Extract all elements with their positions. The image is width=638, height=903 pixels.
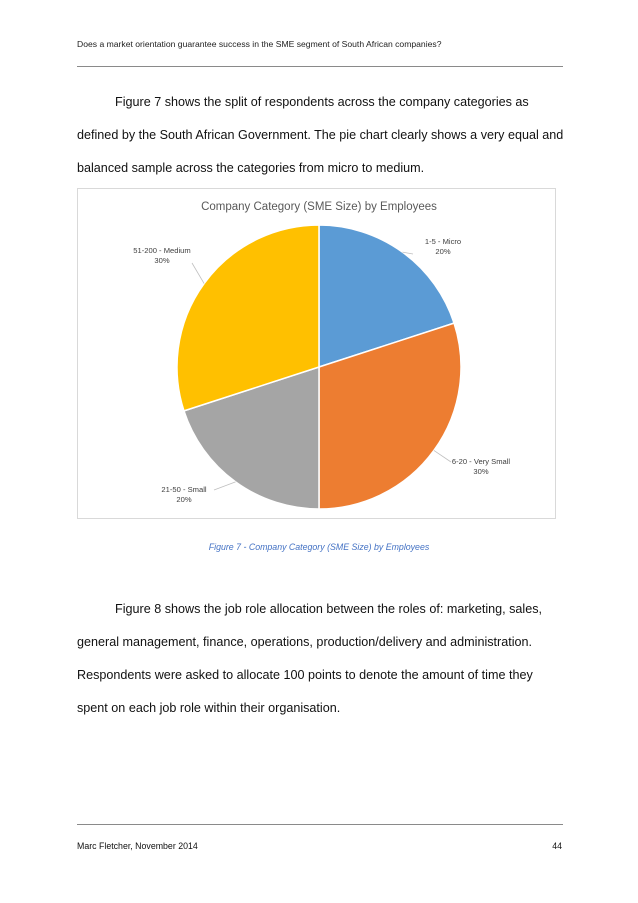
pie-chart [77, 188, 556, 519]
footer-rule [77, 824, 563, 825]
page-number: 44 [552, 841, 562, 851]
slice-category-label: 51-200 - Medium [133, 246, 191, 255]
leader-line [214, 482, 236, 490]
slice-category-label: 6-20 - Very Small [451, 457, 511, 466]
paragraph-figure-8-text: Figure 8 shows the job role allocation between the roles of: marketing, sales, general management, finance, operations, production/delivery and administration. Respondents were asked to allocate 100 points to denote the amount of time they spent on each job role within their organisation. [77, 602, 543, 715]
slice-category-label: 21-50 - Small [161, 485, 207, 494]
slice-percent-label: 20% [435, 247, 451, 256]
footer-author: Marc Fletcher, November 2014 [77, 841, 198, 851]
leader-line [192, 263, 204, 284]
slice-percent-label: 30% [473, 467, 489, 476]
figure-caption: Figure 7 - Company Category (SME Size) by Employees [208, 542, 430, 552]
pie-chart-svg [78, 189, 557, 520]
paragraph-figure-8 [77, 593, 567, 725]
paragraph-figure-7-text: Figure 7 shows the split of respondents across the company categories as defined by the South African Government. The pie chart clearly shows a very equal and balanced sample across the categories from micro to medium. [77, 95, 564, 175]
slice-percent-label: 30% [154, 256, 170, 265]
leader-line [434, 450, 451, 462]
paragraph-figure-7 [77, 86, 567, 185]
chart-title: Company Category (SME Size) by Employees [201, 201, 437, 213]
page-header: Does a market orientation guarantee success in the SME segment of South African companies? [77, 39, 442, 49]
header-rule [77, 66, 563, 67]
slice-category-label: 1-5 - Micro [424, 237, 462, 246]
pie-slices [177, 225, 461, 509]
slice-percent-label: 20% [176, 495, 192, 504]
